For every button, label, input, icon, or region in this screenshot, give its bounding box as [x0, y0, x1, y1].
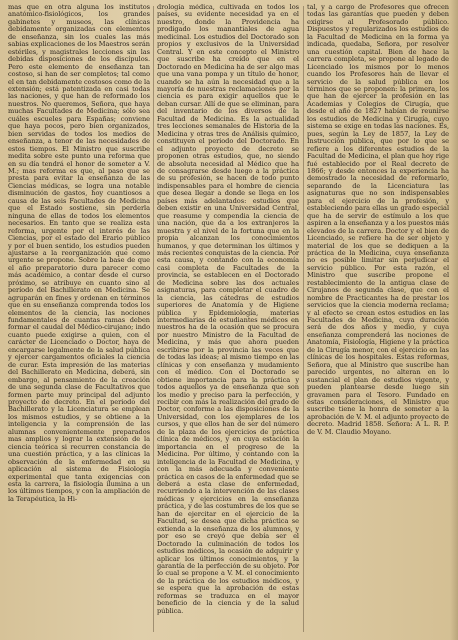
text-column-middle: [157, 4, 299, 636]
column-divider: [153, 6, 154, 632]
column-text: tal, y a cargo de Profesores que ofrecen todas las garantías que pueden y deben exigirse al Profesorado público. Dispuestos y regularizados los estudios de la Facultad de Medicina en la forma ya indicada, quedaba, Señora, por resolver una cuestión capital. Bien de hace la carrera completa, se propone al legado de Licenciado los mismos por lo menos cuando los Profesores han de llevar el servicio de la salud pública en los términos que se proponen: la primera, los que han de ejercer la profesión en las Academias y Colegios de Cirugía, que desde el año de 1827 habían de reunirse los estudios de Medicina y Cirugía, cuyo sistema se exige en todas las naciones. Es, pues, según la Ley de 1857, la Ley de Instrucción pública, que por lo que se refiere a los diferentes estudios de la Facultad de Medicina, el plan que hoy rige fué establecido por el Real decreto de 1866; y desde entonces la experiencia ha demostrado la necesidad de reformarlo, separando de la Licenciatura las asignaturas que no son indispensables para el ejercicio de la profesión, y estableciendo para ellas un grado especial que ha de servir de estímulo a los que aspiren a la enseñanza y a los puestos más elevados de la carrera. Doctor y el bien de Licenciado, se refiere ha de ser objeto y material de los que se dediquen a la práctica de la Medicina, cuya enseñanza no es posible limitar sin perjudicar el servicio público. Por esta razón, el Ministro que suscribe propone el restablecimiento de la antigua clase de Cirujanos de segunda clase, que con el nombre de Practicantes ha de prestar los servicios que la ciencia moderna reclama; y al efecto se crean estos estudios en las Facultades de Medicina, cuya duración será de dos años y medio, y cuya enseñanza comprenderá las nociones de Anatomía, Fisiología, Higiene y la práctica de la Cirugía menor, con el ejercicio en las clínicas de los hospitales. Estas reformas, Señora, que al Ministro que suscribe han parecido urgentes, no alteran en lo sustancial el plan de estudios vigente, y pueden plantearse desde luego sin gravamen para el Tesoro. Fundado en estas consideraciones, el Ministro que suscribe tiene la honra de someter a la aprobación de V. M. el adjunto proyecto de decreto. Madrid 1858. Señora: A L. R. P. de V. M. Claudio Moyano.: [307, 4, 449, 436]
column-divider: [303, 6, 304, 632]
column-text: mas que en otra alguna los institutos anatómico-fisiológicos, los grandes gabinetes y museos, las clínicas debidamente organizadas con elementos de enseñanza, sin los cuales las más sabias explicaciones de los Maestros serán estériles, y magistrales lecciones sin las debidas disposiciones de los discípulos. Pero este elemento de enseñanza tan costoso, si han de ser completos; tal como el en tan debidamente costosos como de la extensión; está patentizada en casi todas las naciones, y que han de reformado los nuestros. No queremos, Señora, que haya muchas Facultades de Medicina; sólo sea cuáles escueles para Españas; conviene que haya pocos, pero bien organizados, bien servidas de todos los medios de enseñanza, a tenor de las necesidades de estos tiempos. El Ministro que suscribe medita sobre este punto una reforma que en su día tendrá el honor de someter a V. M.; mas reforma es que, al paso que se presta para evitar la enseñanza de las Ciencias médicas, se logra una notable disminución de gastos, hoy cuantiosos a causa de las seis Facultades de Medicina que el Estado sostiene, sin perderla ninguna de ellas de todos los elementos necesarios. En tanto que se realiza esta reforma, urgente por el interés de las Ciencias, por el estado del Erario público y por el buen sentido, los estudios pueden ajustarse a la reorganización que como urgente se propone. Sobre la base de que el año preparatorio dura parecer como más académico, a contar desde el curso próximo, se atribuye en cuanto sino al período del Bachillerato en Medicina. Se agruparán en fines y ordenan en términos que en su enseñanza comprenda todos los elementos de la ciencia, las nociones fundamentales de cuantas ramas deben formar el caudal del Médico-cirujano; indo cuanto puede exigirse a quien, con el carácter de Licenciado o Doctor, haya de encargarse legalmente de la salud pública y ejercer cargamentos oficiales la ciencia de curar. Esta impresión de las materias del Bachillerato en Medicina, deberá, sin embargo, al pensamiento de la creación de una segunda clase de Facultativos que formen parte muy principal del adjunto proyecto de decreto. En el periodo del Bachillerato y la Licenciatura se emplean los mismos estudios, y se obtiene a la inteligencia y la comprensión de las alumnas convenientemente preparados mas amplios y lograr la extensión de la ciencia teórica si recurren constancia de una cuestión práctica, y a las clínicas la observación de la enfermedad en su aplicación al sistema de Fisiología experimental que tanta exigencias con esta la carrera, la fisiología ilumina a un los últimos tiempos, y con la ampliación de la Terapéutica, la Hi-: [8, 4, 150, 503]
text-column-left: [8, 4, 150, 636]
column-text: drología médica, cultivada en todos los países, su evidente necesidad ya en el nuestro, donde la Providencia ha prodigado los manantiales de agua medicinal. Los estudios del Doctorado son propios y exclusivos de la Universidad Central. Y en este concepto el Ministro que suscribe ha creído que en el Doctorado en Medicina ha de ser algo mas que una vana pompa y un título de honor, cuando se ha aún la necesidad que a la mayoría de nuestras reclamaciones por la ciencia es para exigir aquellos que le deban cursar. Allí de que se eliminan, para del inventario de los diversos de la Facultad de Medicina. Es la actualidad tres lecciones semanales de Historia de la Medicina y otras tres de Análisis químico, constituyen el periodo del Doctorado. En el adjunto proyecto de decreto se proponen otras estudios, que, no siendo de absoluta necesidad al Médico que ha de consagrarse desde luego a la práctica de su profesión, se hacen de todo punto indispensables para el hombre de ciencia que desea llegar a donde se llega en los países más adelantados: estudios que deben existir en una Universidad Central, que reasume y compendia la ciencia de una nación, que da a los extranjeros la muestra y el nivel de la fortuna que en la propia alcanzan los conocimientos humanos, y que determinan los últimos y más recientes conquistas de la ciencia. Por esta causa, y contando con la economía casi completa de Facultades de la provincia, se establecen en el Doctorado de Medicina sobre las dos actuales asignaturas, para completar el cuadro de la ciencia, las cátedras de estudios superiores de Anatomía y de Higiene pública y Epidemiología, materias intermediarias de estudiantes médicos en nuestros ha de la ocasión que se procura por nuestro Ministro de la Facultad de Medicina, y más que ahora pueden escribirse por la provincia las veces que de todas las ideas; al mismo tiempo en las clínicas y con enseñanza y mudamiento con el médico. Con el Doctorado se obtiene importancia para la práctica y todos aquellos ya de enseñanza que son los medio y preciso para la perfección, y recibir con más la realización del grado de Doctor, conforme a las disposiciones de la Universidad, con los ejemplares de los cursos, y que ellos han de ser del número de la plaza de los ejercicios de práctica clínica de médicos, y en cuya estación la importancia en el progreso de la Medicina. Por último, y contando con la inteligencia de la Facultad de Medicina, y con la más adecuada y conveniente práctica en casos de la enfermedad que se deberá a esta clase de enfermedad, recurriendo a la intervención de las clases médicas y ejercicios en la enseñanza práctica, y de las costumbres de los que se han de ejercitar en el ejercicio de la Facultad, se desea que dicha práctica se extienda a la enseñanza de los alumnos, y por eso se creyó que debía ser el Doctorado la culminación de todos los estudios médicos, la ocasión de adquirir y aplicar los últimos conocimientos, y la garantía de la perfección de su objeto. Por lo cual se propone a V. M. el conocimiento de la práctica de los estudios médicos, y se espera que la aprobación de estas reformas se traduzca en el mayor beneficio de la ciencia y de la salud pública.: [157, 4, 299, 615]
page-edge-shadow: [450, 0, 458, 640]
text-column-right: [307, 4, 449, 636]
